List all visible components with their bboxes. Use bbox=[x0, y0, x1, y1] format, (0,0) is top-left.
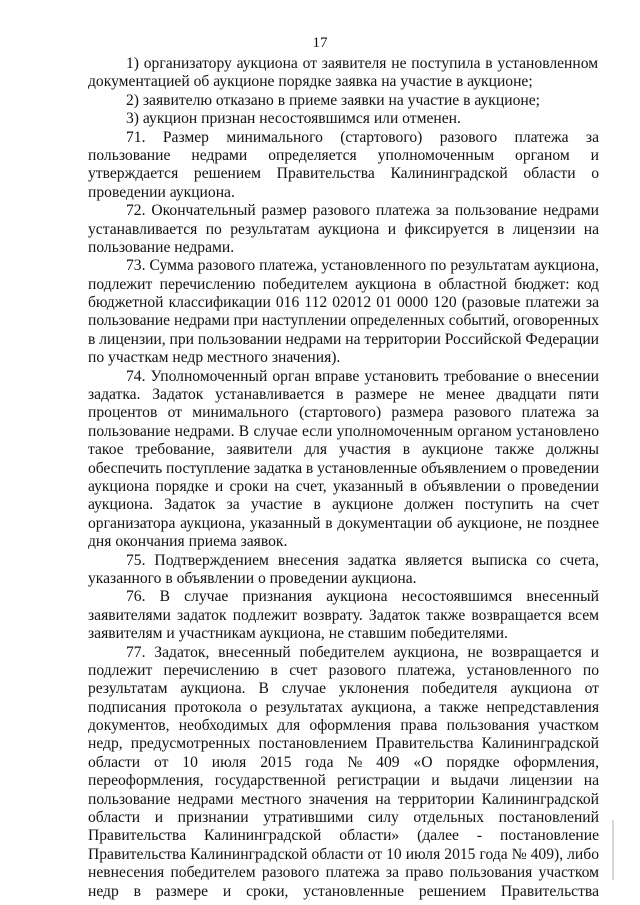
text-line: бюджетной классификации 016 112 02012 01 0000 120 (разовые платежи за bbox=[88, 294, 599, 312]
text-line: 73. Сумма разового платежа, установленного по результатам аукциона, bbox=[126, 257, 599, 275]
text-line: заявителям и участникам аукциона, не ставшим победителями. bbox=[88, 625, 508, 643]
text-line: аукциона порядке и сроки на счет, указанный в объявлении о проведении bbox=[88, 477, 599, 495]
text-line: утверждается решением Правительства Калининградской области о bbox=[88, 165, 599, 183]
text-line: задатка. Задаток устанавливается в размере не менее двадцати пяти bbox=[88, 386, 599, 404]
text-line: 75. Подтверждением внесения задатка является выписка со счета, bbox=[126, 551, 599, 569]
text-line: переоформления, государственной регистрации и выдачи лицензии на bbox=[88, 772, 599, 790]
text-line: недр в размере и сроки, установленные решением Правительства bbox=[88, 882, 599, 900]
text-line: 74. Уполномоченный орган вправе установить требование о внесении bbox=[126, 367, 599, 385]
text-line: невнесения победителем разового платежа за право пользования участком bbox=[88, 864, 599, 882]
text-line: указанного в объявлении о проведении аукциона. bbox=[88, 569, 417, 587]
text-line: заявителями задаток подлежит возврату. Задаток также возвращается всем bbox=[88, 606, 599, 624]
text-line: пользование недрами определяется уполномоченным органом и bbox=[88, 146, 599, 164]
text-line: в лицензии, при пользовании недрами на территории Российской Федерации bbox=[88, 330, 599, 348]
text-line: недр, предусмотренных постановлением Правительства Калининградской bbox=[88, 735, 599, 753]
text-line: 3) аукцион признан несостоявшимся или отменен. bbox=[126, 110, 461, 128]
text-line: Правительства Калининградской области от 10 июля 2015 года № 409), либо bbox=[88, 845, 599, 863]
text-line: документацией об аукционе порядке заявка на участие в аукционе; bbox=[88, 73, 533, 91]
text-line: области от 10 июля 2015 года № 409 «О порядке оформления, bbox=[88, 753, 599, 771]
text-line: подлежит перечислению победителем аукциона в областной бюджет: код bbox=[88, 275, 599, 293]
text-line: 72. Окончательный размер разового платежа за пользование недрами bbox=[126, 202, 599, 220]
text-line: пользование недрами. bbox=[88, 238, 235, 256]
text-line: по участкам недр местного значения). bbox=[88, 349, 341, 367]
text-line: документов, необходимых для оформления права пользования участком bbox=[88, 717, 599, 735]
text-line: подписания протокола о результатах аукциона, а также непредставления bbox=[88, 698, 599, 716]
text-line: 1) организатору аукциона от заявителя не поступила в установленном bbox=[126, 55, 599, 72]
text-line: проведении аукциона. bbox=[88, 183, 235, 201]
text-line: пользование недрами при наступлении определенных событий, оговоренных bbox=[88, 312, 599, 330]
text-line: обеспечить поступление задатка в установленные объявлением о проведении bbox=[88, 459, 599, 477]
text-line: 76. В случае признания аукциона несостоявшимся внесенный bbox=[126, 588, 599, 606]
page-number: 17 bbox=[312, 35, 328, 51]
text-line: аукциона. Задаток за участие в аукционе должен поступить на счет bbox=[88, 496, 599, 514]
text-line: пользование недрами. В случае если уполномоченным органом установлено bbox=[88, 422, 599, 440]
text-line: 77. Задаток, внесенный победителем аукциона, не возвращается и bbox=[126, 643, 599, 661]
text-line: подлежит перечислению в счет разового платежа, установленного по bbox=[88, 661, 599, 679]
text-line: устанавливается по результатам аукциона и фиксируется в лицензии на bbox=[88, 220, 599, 238]
scan-edge-mark bbox=[612, 820, 614, 880]
document-body bbox=[88, 55, 599, 901]
text-line: 71. Размер минимального (стартового) разового платежа за bbox=[126, 128, 599, 146]
text-line: такое требование, заявители для участия в аукционе также должны bbox=[88, 441, 599, 459]
text-line: области и признании утратившими силу отдельных постановлений bbox=[88, 809, 599, 827]
text-line: 2) заявителю отказано в приеме заявки на участие в аукционе; bbox=[126, 91, 540, 109]
text-line: Правительства Калининградской области» (далее - постановление bbox=[88, 827, 599, 845]
text-line: дня окончания приема заявок. bbox=[88, 533, 288, 551]
text-line: результатам аукциона. В случае уклонения победителя аукциона от bbox=[88, 680, 599, 698]
text-line: пользование недрами местного значения на территории Калининградской bbox=[88, 790, 599, 808]
text-line: организатора аукциона, указанный в документации об аукционе, не позднее bbox=[88, 514, 599, 532]
text-line: процентов от минимального (стартового) размера разового платежа за bbox=[88, 404, 599, 422]
